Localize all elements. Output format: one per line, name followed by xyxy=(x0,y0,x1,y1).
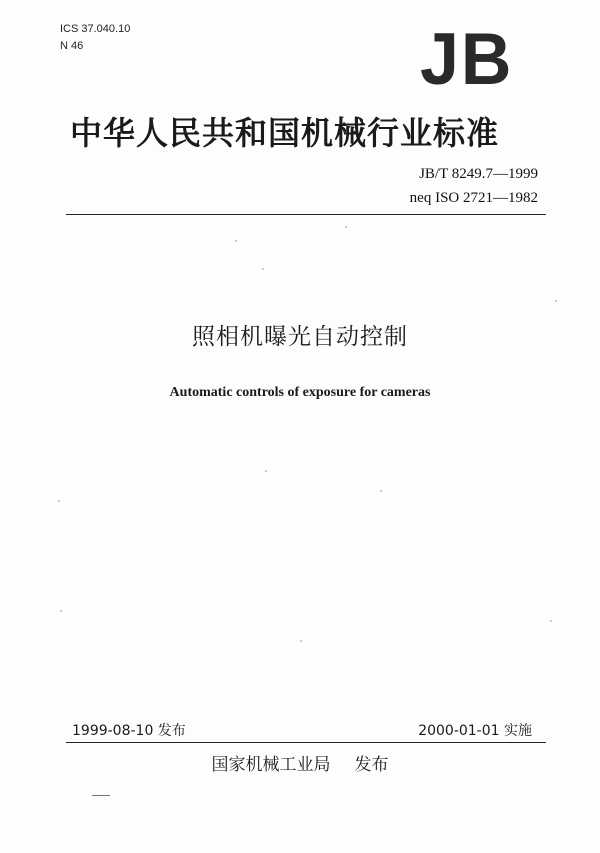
scan-speck xyxy=(300,640,302,642)
issuer-action: 发布 xyxy=(354,755,389,775)
scan-speck xyxy=(345,226,347,228)
scan-speck xyxy=(235,240,237,242)
scan-speck xyxy=(58,500,60,502)
document-title-chinese: 照相机曝光自动控制 xyxy=(192,324,408,350)
scan-speck xyxy=(262,268,264,270)
scan-speck xyxy=(380,490,382,492)
ics-code: ICS 37.040.10 xyxy=(60,23,131,35)
issue-date: 1999-08-10 发布 xyxy=(72,723,186,739)
document-title-english: Automatic controls of exposure for cameras xyxy=(169,385,431,400)
ccs-code: N 46 xyxy=(60,40,84,52)
page-mark xyxy=(92,795,110,796)
scan-speck xyxy=(555,300,557,302)
scan-speck xyxy=(550,620,552,622)
footer-divider xyxy=(66,742,546,743)
implementation-date: 2000-01-01 实施 xyxy=(418,723,532,739)
scan-speck xyxy=(60,610,62,612)
industry-standard-title: 中华人民共和国机械行业标准 xyxy=(70,114,500,152)
standard-number: JB/T 8249.7—1999 xyxy=(419,166,538,182)
header-divider xyxy=(66,214,546,215)
standard-equivalence: neq ISO 2721—1982 xyxy=(409,190,538,206)
issuer-line xyxy=(0,750,600,775)
jb-logo: JB xyxy=(420,17,514,100)
issuer-name: 国家机械工业局 xyxy=(211,755,331,775)
scan-speck xyxy=(265,470,267,472)
